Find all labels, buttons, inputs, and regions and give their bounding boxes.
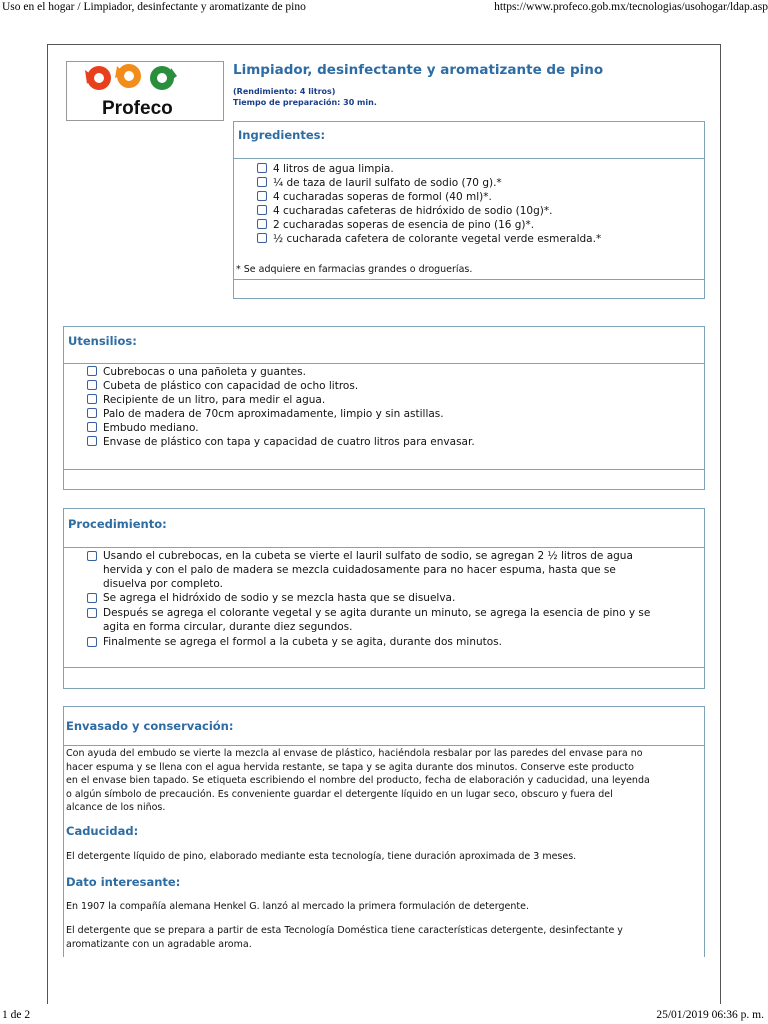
checkbox[interactable] (87, 436, 97, 446)
checkbox[interactable] (87, 551, 97, 561)
checkbox[interactable] (257, 233, 267, 243)
page-title: Limpiador, desinfectante y aromatizante de pino (233, 62, 604, 78)
utensil-item[interactable]: Palo de madera de 70cm aproximadamente, limpio y sin astillas. (87, 408, 444, 420)
utensil-item[interactable]: Cubeta de plástico con capacidad de ocho litros. (87, 380, 358, 392)
dato-text-2: El detergente que se prepara a partir de esta Tecnología Doméstica tiene características detergente, desinfectante y aromatizante con un agradable aroma. (66, 925, 623, 950)
print-header-url[interactable]: https://www.profeco.gob.mx/tecnologias/usohogar/ldap.asp (494, 1, 768, 13)
utensil-item[interactable]: Embudo mediano. (87, 422, 199, 434)
dato-text-1: En 1907 la compañía alemana Henkel G. lanzó al mercado la primera formulación de detergente. (66, 901, 529, 912)
ingredient-item[interactable]: 4 litros de agua limpia. (257, 163, 394, 175)
checkbox[interactable] (257, 163, 267, 173)
utensil-item[interactable]: Envase de plástico con tapa y capacidad de cuatro litros para envasar. (87, 436, 475, 448)
envasado-heading: Envasado y conservación: (66, 719, 234, 733)
checkbox[interactable] (257, 177, 267, 187)
ingredient-item[interactable]: 2 cucharadas soperas de esencia de pino (16 g)*. (257, 219, 534, 231)
profeco-logo (66, 61, 224, 121)
procedure-step[interactable]: Usando el cubrebocas, en la cubeta se vierte el lauril sulfato de sodio, se agregan 2 ½ litros de agua hervida y con el palo de madera se mezcla cuidadosamente para no hacer espuma, hasta que se disuelva por completo. (103, 549, 633, 591)
envasado-paragraph: Con ayuda del embudo se vierte la mezcla al envase de plástico, haciéndola resbalar por las paredes del envase para no hacer espuma y se llena con el agua hervida restante, se tapa y se agita durante dos minutos. Conserve este producto en el envase bien tapado. Se etiqueta escribiendo el nombre del producto, fecha de elaboración y caducidad, una leyenda o algún símbolo de precaución. Es conveniente guardar el detergente líquido en un lugar seco, obscuro y fuera del alcance de los niños. (66, 748, 650, 813)
procedimiento-heading: Procedimiento: (68, 517, 167, 531)
logo-text: Profeco (102, 98, 173, 119)
ingredient-item[interactable]: ¼ de taza de lauril sulfato de sodio (70 g).* (257, 177, 502, 189)
recipe-yield: (Rendimiento: 4 litros) (233, 87, 336, 96)
recipe-prep-time: Tiempo de preparación: 30 min. (233, 98, 377, 107)
checkbox[interactable] (257, 191, 267, 201)
ingredient-item[interactable]: 4 cucharadas cafeteras de hidróxido de sodio (10g)*. (257, 205, 552, 217)
caducidad-text: El detergente líquido de pino, elaborado mediante esta tecnología, tiene duración aproximada de 3 meses. (66, 851, 577, 862)
procedure-step[interactable]: Se agrega el hidróxido de sodio y se mezcla hasta que se disuelva. (103, 591, 455, 605)
checkbox[interactable] (87, 366, 97, 376)
ingredientes-heading: Ingredientes: (238, 128, 326, 142)
utensil-item[interactable]: Cubrebocas o una pañoleta y guantes. (87, 366, 306, 378)
ingredient-item[interactable]: 4 cucharadas soperas de formol (40 ml)*. (257, 191, 492, 203)
checkbox[interactable] (87, 380, 97, 390)
ingredientes-note: * Se adquiere en farmacias grandes o droguerías. (236, 264, 473, 275)
procedure-step[interactable]: Después se agrega el colorante vegetal y se agita durante un minuto, se agrega la esencia de pino y se agita en forma circular, durante diez segundos. (103, 606, 650, 634)
checkbox[interactable] (87, 608, 97, 618)
checkbox[interactable] (87, 394, 97, 404)
checkbox[interactable] (87, 408, 97, 418)
page-number: 1 de 2 (2, 1009, 31, 1021)
print-header-title: Uso en el hogar / Limpiador, desinfectante y aromatizante de pino (2, 1, 306, 13)
print-footer (0, 1008, 768, 1024)
utensilios-header-box (63, 326, 705, 364)
ingredientes-footer-row (233, 279, 705, 299)
ingredient-item[interactable]: ½ cucharada cafetera de colorante vegetal verde esmeralda.* (257, 233, 601, 245)
checkbox[interactable] (87, 422, 97, 432)
utensil-item[interactable]: Recipiente de un litro, para medir el agua. (87, 394, 325, 406)
procedure-step[interactable]: Finalmente se agrega el formol a la cubeta y se agita, durante dos minutos. (103, 635, 502, 649)
checkbox[interactable] (257, 219, 267, 229)
print-header (0, 0, 768, 16)
checkbox[interactable] (257, 205, 267, 215)
checkbox[interactable] (87, 593, 97, 603)
utensilios-footer-row (63, 469, 705, 490)
caducidad-heading: Caducidad: (66, 824, 139, 838)
utensilios-heading: Utensilios: (68, 334, 137, 348)
procedimiento-footer-row (63, 667, 705, 689)
print-datetime: 25/01/2019 06:36 p. m. (656, 1009, 764, 1021)
dato-heading: Dato interesante: (66, 875, 181, 889)
checkbox[interactable] (87, 637, 97, 647)
